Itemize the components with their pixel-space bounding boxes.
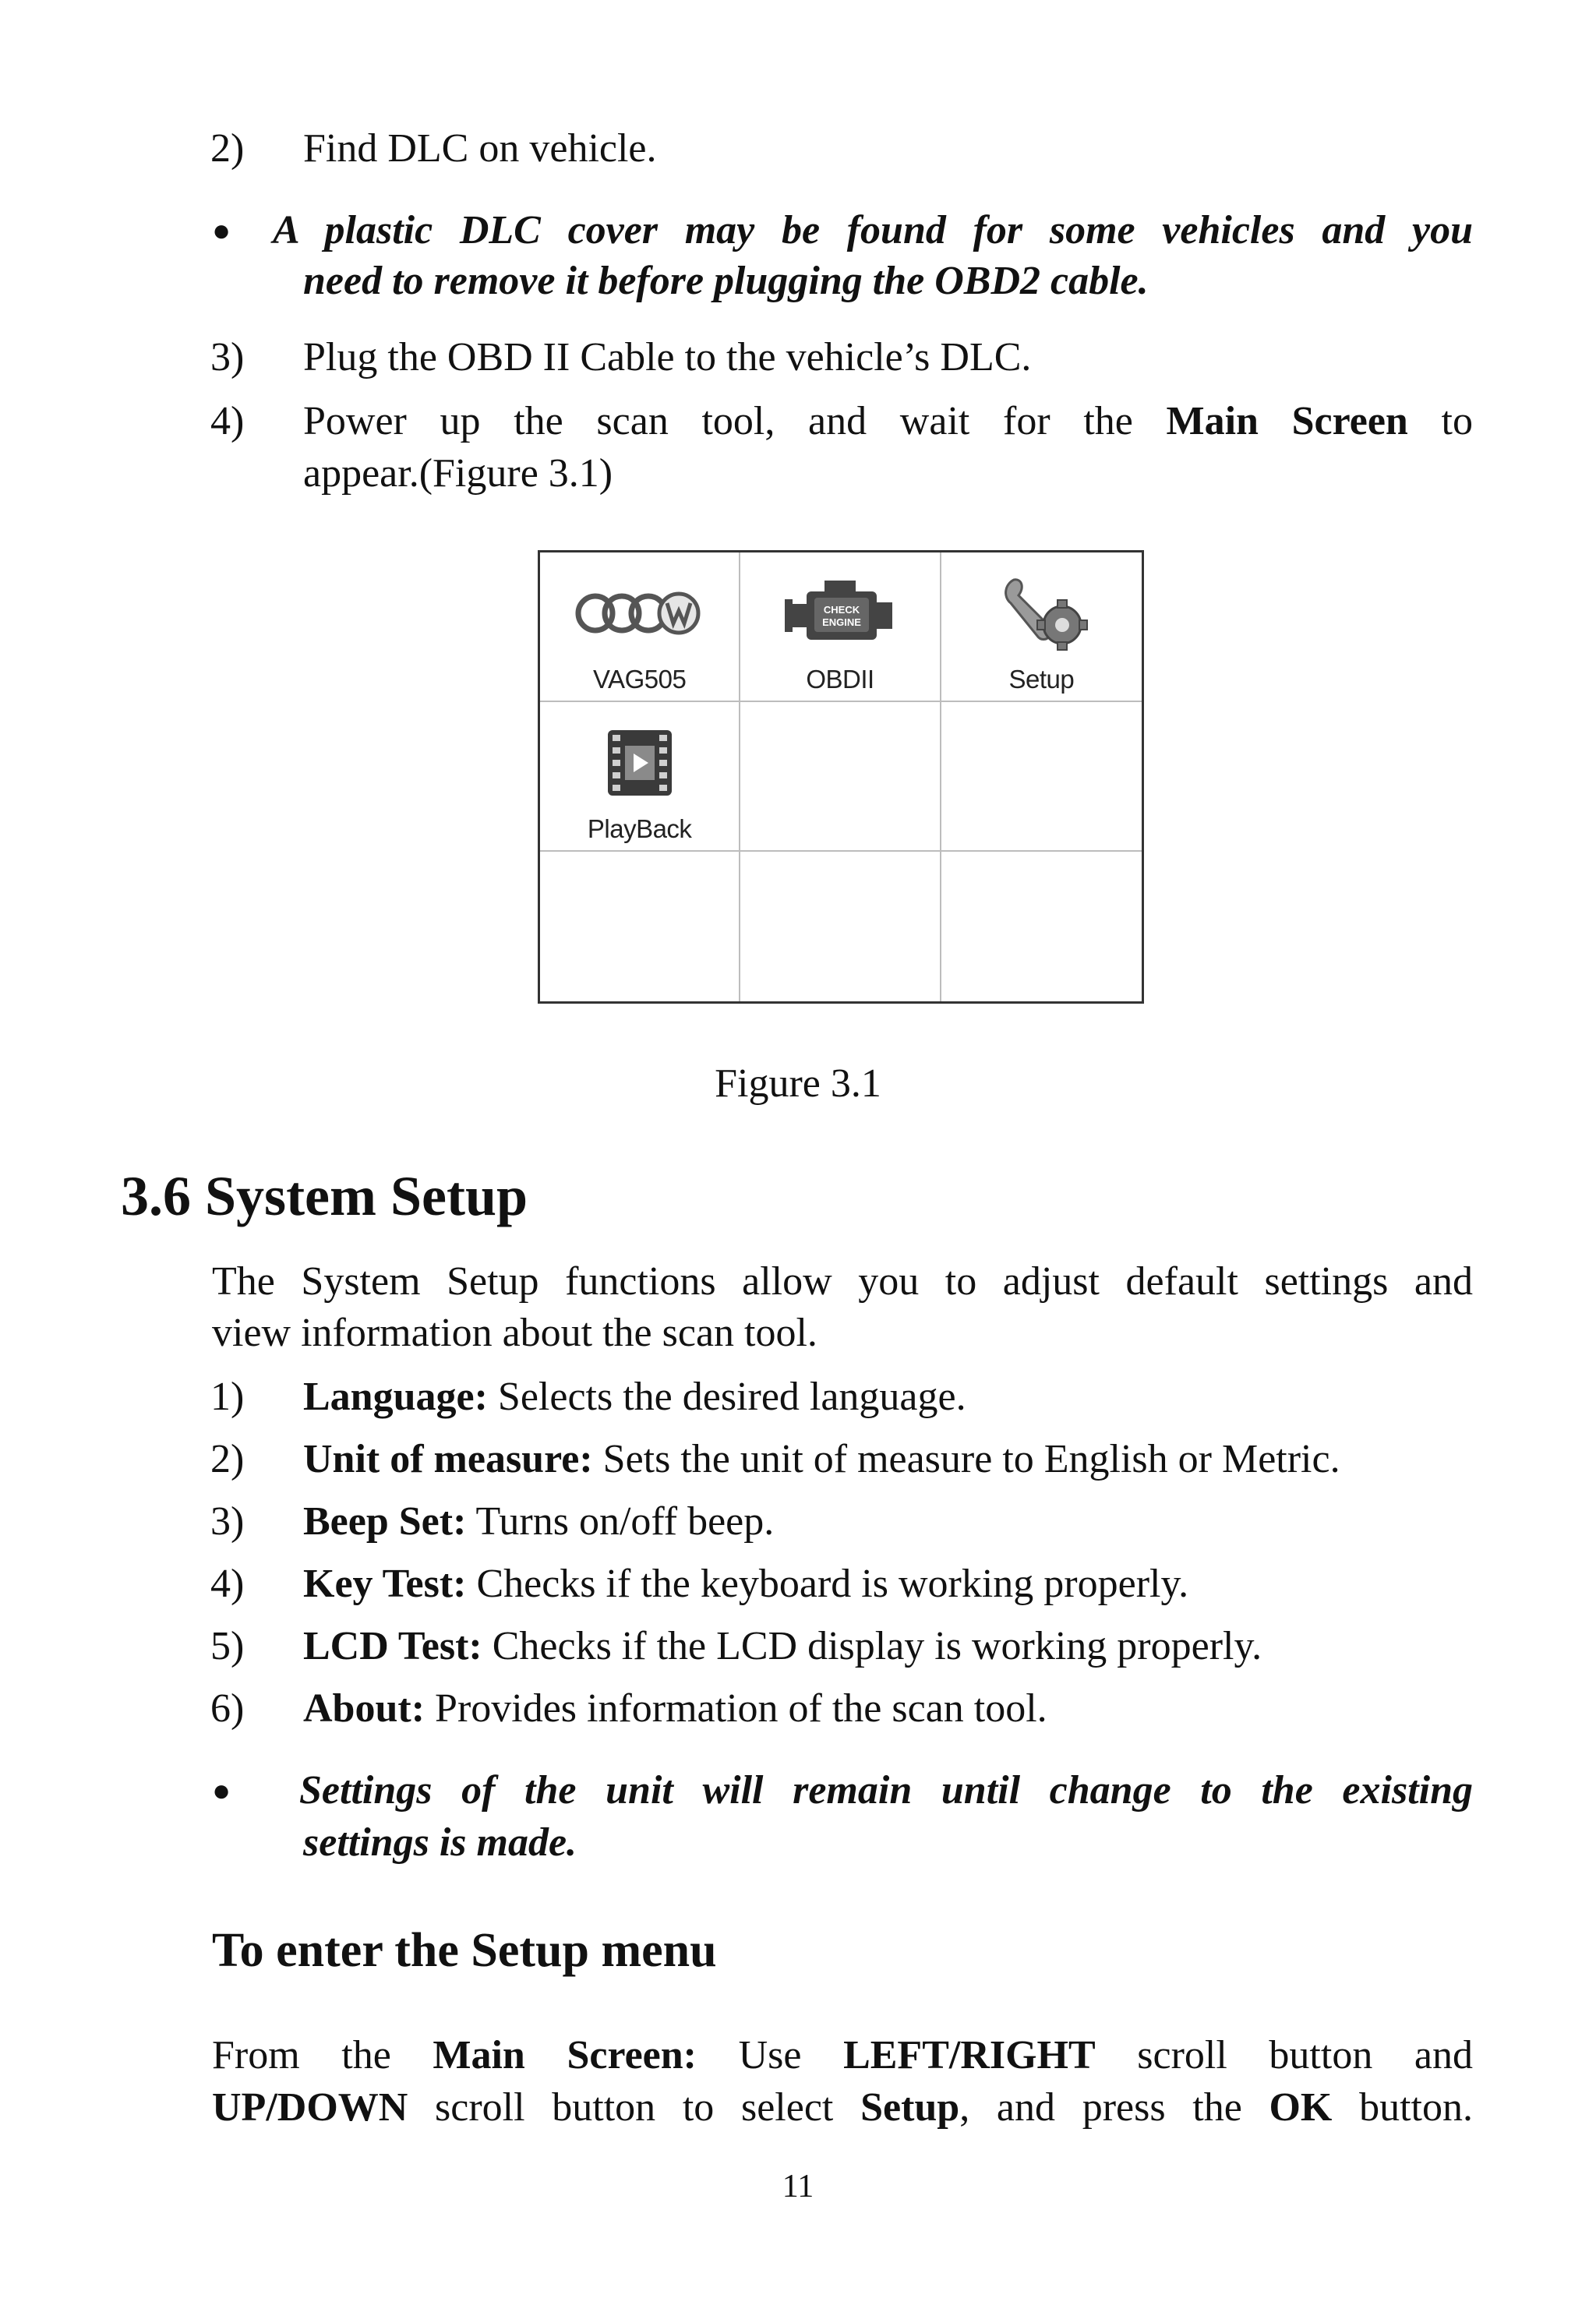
step-number: 2) <box>210 126 245 171</box>
item-number: 6) <box>210 1686 245 1731</box>
wrench-gear-icon <box>990 567 1092 660</box>
tile-label: VAG505 <box>593 665 687 694</box>
instruction-line: UP/DOWN scroll button to select Setup, and press the OK button. <box>212 2085 1473 2130</box>
tile-label: Setup <box>1008 665 1075 694</box>
menu-tile-empty <box>941 852 1142 1001</box>
item-number: 3) <box>210 1499 245 1544</box>
item-number: 1) <box>210 1375 245 1419</box>
menu-tile-empty <box>740 702 941 852</box>
intro-line: The System Setup functions allow you to adjust default settings and <box>212 1259 1473 1304</box>
item-number: 4) <box>210 1562 245 1606</box>
main-screen-figure <box>538 550 1144 1004</box>
setup-item-key-test: Key Test: Checks if the keyboard is working properly. <box>303 1562 1189 1606</box>
tile-label: PlayBack <box>587 814 692 843</box>
step-text: Plug the OBD II Cable to the vehicle’s DLC. <box>303 335 1032 379</box>
step-number: 3) <box>210 335 245 379</box>
step-number: 4) <box>210 399 245 443</box>
menu-tile-empty <box>540 852 740 1001</box>
note-line: Settings of the unit will remain until change to the existing <box>299 1768 1473 1813</box>
note-line: settings is made. <box>303 1820 577 1865</box>
step-text: Find DLC on vehicle. <box>303 126 657 171</box>
step-text: Power up the scan tool, and wait for the Main Screen to <box>303 399 1473 443</box>
item-number: 2) <box>210 1437 245 1481</box>
setup-item-language: Language: Selects the desired language. <box>303 1375 966 1419</box>
film-play-icon <box>597 716 683 810</box>
audi-vw-rings-icon <box>574 567 706 660</box>
setup-item-lcd-test: LCD Test: Checks if the LCD display is working properly. <box>303 1624 1262 1668</box>
step-text: appear.(Figure 3.1) <box>303 451 613 496</box>
section-title: 3.6 System Setup <box>121 1165 528 1227</box>
menu-tile-vag505 <box>540 552 740 702</box>
note-line: need to remove it before plugging the OBD2 cable. <box>303 259 1149 303</box>
bullet-icon: ● <box>212 1773 231 1808</box>
page-number: 11 <box>782 2169 814 2204</box>
note-line: A plastic DLC cover may be found for some vehicles and you <box>273 208 1473 252</box>
menu-tile-obdii <box>740 552 941 702</box>
item-number: 5) <box>210 1624 245 1668</box>
check-engine-icon <box>782 567 899 660</box>
setup-item-beep: Beep Set: Turns on/off beep. <box>303 1499 775 1544</box>
menu-tile-playback <box>540 702 740 852</box>
svg-text:CHECK: CHECK <box>823 604 860 616</box>
tile-label: OBDII <box>806 665 874 694</box>
figure-caption: Figure 3.1 <box>715 1061 881 1106</box>
menu-tile-empty <box>740 852 941 1001</box>
instruction-line: From the Main Screen: Use LEFT/RIGHT scroll button and <box>212 2033 1473 2077</box>
subsection-title: To enter the Setup menu <box>212 1924 717 1977</box>
svg-text:ENGINE: ENGINE <box>822 616 861 628</box>
setup-item-unit: Unit of measure: Sets the unit of measure to English or Metric. <box>303 1437 1340 1481</box>
bullet-icon: ● <box>212 213 231 248</box>
menu-tile-empty <box>941 702 1142 852</box>
menu-tile-setup <box>941 552 1142 702</box>
intro-line: view information about the scan tool. <box>212 1311 817 1355</box>
setup-item-about: About: Provides information of the scan tool. <box>303 1686 1047 1731</box>
